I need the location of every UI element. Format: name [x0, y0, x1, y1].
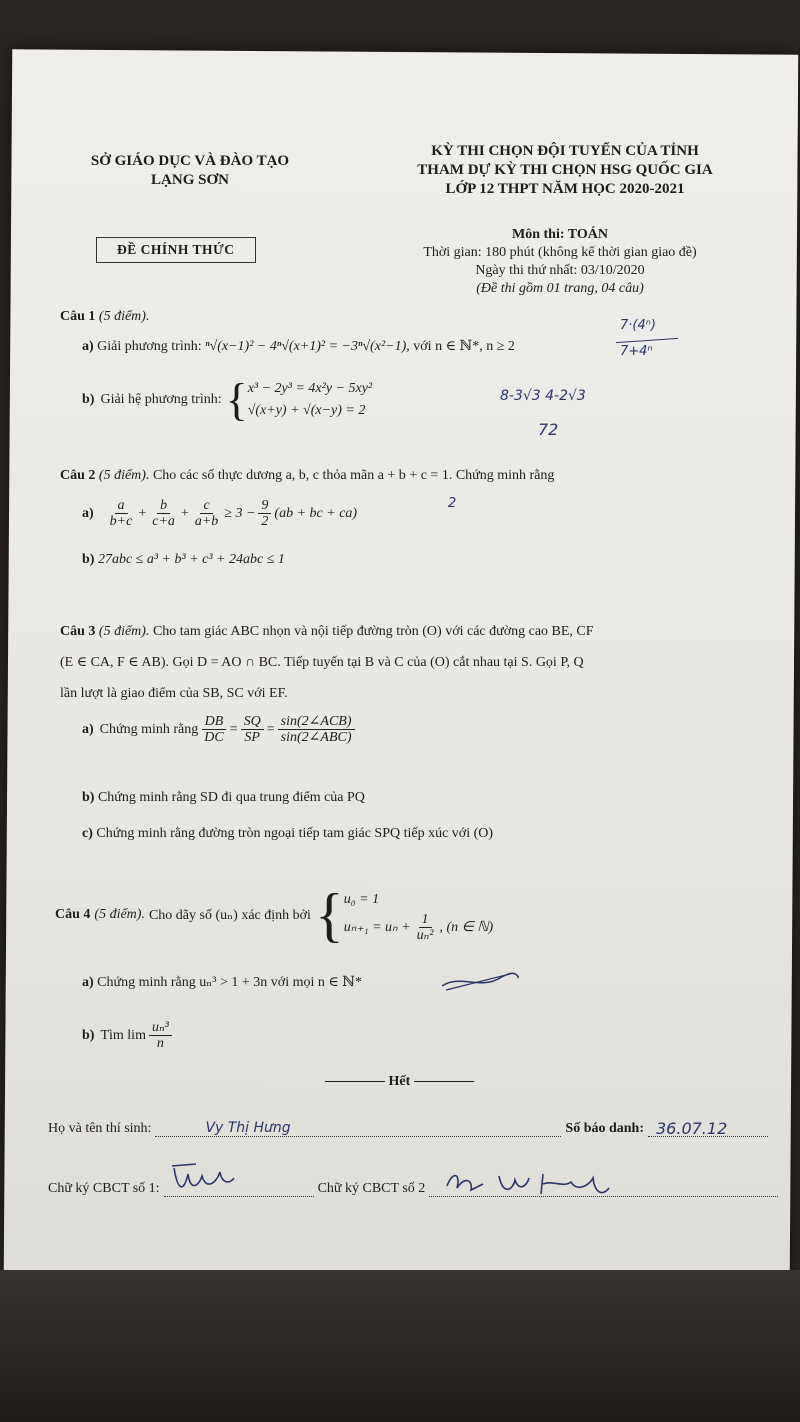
q3a-f1-den: DC: [204, 730, 224, 745]
q3a: a) Chứng minh rằng $\frac{DB}{DC}$ = $\frac{SQ}{SP}$ = $\frac{\text{sin(2∠ACB)}}{\text{sin(2∠ABC)}}$: [82, 714, 358, 745]
subject: Môn thi: TOÁN: [512, 227, 608, 242]
q3-line-1: [60, 616, 765, 647]
invigilator-signatures: [48, 1180, 778, 1197]
q4-eq2-lhs: uₙ₊₁ = uₙ +: [343, 919, 411, 935]
q4-eq2-fraction: [414, 912, 437, 943]
q4b-label: b): [82, 1027, 95, 1043]
q2-points: (5 điểm).: [98, 468, 150, 483]
q3c: [82, 826, 493, 842]
candidate-number-label: Số báo danh:: [565, 1121, 644, 1136]
q2a-f3-num: c: [200, 498, 212, 514]
scribble-mark: [440, 972, 520, 992]
q4-brace: {: [314, 882, 344, 948]
q3b-label: b): [82, 790, 95, 805]
q2a-fraction-3: [192, 498, 221, 529]
q3-statement-3: lần lượt là giao điểm của SB, SC với EF.: [60, 686, 288, 701]
q2a-fraction-4: [258, 498, 271, 529]
q2a-f1-num: a: [115, 498, 128, 514]
q2b: [82, 552, 285, 568]
q3b-text: Chứng minh rằng SD đi qua trung điểm của PQ: [97, 790, 365, 805]
q2-intro: [60, 468, 760, 484]
invigilator1-label: Chữ ký CBCT số 1:: [48, 1181, 160, 1196]
q2a-f4-num: 9: [258, 498, 271, 514]
end-dash-right: [414, 1081, 474, 1082]
official-stamp: ĐỀ CHÍNH THỨC: [96, 237, 256, 263]
invigilator1-signature: [168, 1162, 238, 1198]
candidate-number-value: 36.07.12: [656, 1119, 728, 1138]
q2a-label: a): [82, 505, 94, 521]
exam-title-line2: THAM DỰ KỲ THI CHỌN HSG QUỐC GIA: [417, 162, 713, 178]
q4b-num: uₙ³: [149, 1020, 172, 1036]
q2-label: Câu 2: [60, 468, 96, 483]
q1-label: Câu 1: [60, 309, 96, 324]
q4-intro: [55, 882, 494, 948]
department-header: [70, 152, 310, 190]
q3-statement-1: Cho tam giác ABC nhọn và nội tiếp đường tròn (O) với các đường cao BE, CF: [152, 624, 594, 639]
exam-date: Ngày thi thứ nhất: 03/10/2020: [475, 263, 645, 278]
q3b: [82, 790, 365, 806]
handwritten-scribble: [440, 972, 520, 992]
q2a-fraction-2: [149, 498, 178, 529]
q3a-label: a): [82, 721, 94, 737]
q2a-fraction-1: [107, 498, 136, 529]
q1-points: (5 điểm).: [98, 309, 150, 324]
q3-label: Câu 3: [60, 624, 96, 639]
q3a-f3-den: sin(2∠ABC): [280, 730, 352, 745]
table-background: [0, 1270, 800, 1422]
exam-meta: [360, 226, 760, 298]
q3-statement-2: (E ∈ CA, F ∈ AB). Gọi D = AO ∩ BC. Tiếp tuyến tại B và C của (O) cắt nhau tại S. Gọi P, Q: [60, 655, 584, 670]
q4-equation-1: u₀ = 1: [343, 891, 380, 907]
q2-statement: Cho các số thực dương a, b, c thỏa mãn a + b + c = 1. Chứng minh rằng: [152, 468, 555, 483]
q4-eq2-condition: , (n ∈ ℕ): [439, 919, 494, 935]
department-name: SỞ GIÁO DỤC VÀ ĐÀO TẠO: [90, 153, 290, 169]
q4b-den: n: [156, 1036, 164, 1051]
q1b-equation-1: x³ − 2y³ = 4x²y − 5xy²: [247, 381, 373, 396]
q1b-text: Giải hệ phương trình:: [100, 392, 222, 407]
q2a-rhs-tail: (ab + bc + ca): [274, 505, 358, 521]
q4-eq2-num: 1: [419, 912, 432, 928]
q2a-f2-num: b: [157, 498, 170, 514]
exam-title-line1: KỲ THI CHỌN ĐỘI TUYỂN CỦA TỈNH: [431, 143, 699, 159]
handwritten-note-bottom: 7+4ⁿ: [620, 344, 653, 359]
q3a-fraction-2: [241, 714, 264, 745]
q3a-f3-num: sin(2∠ACB): [278, 714, 355, 730]
candidate-name-label: Họ và tên thí sinh:: [48, 1121, 152, 1136]
handwritten-note-q2: 2: [448, 496, 457, 511]
q4-system: [344, 888, 493, 943]
q1b-equation-2: √(x+y) + √(x−y) = 2: [247, 403, 366, 418]
q2b-inequality: 27abc ≤ a³ + b³ + c³ + 24abc ≤ 1: [97, 552, 285, 567]
handwritten-note-q1b-bottom: 72: [538, 420, 559, 439]
q1a: [82, 338, 515, 355]
q2a-rhs: ≥ 3 −: [224, 505, 256, 521]
q2a-f1-den: b+c: [109, 514, 133, 529]
q3a-f1-num: DB: [202, 714, 227, 730]
q3a-fraction-1: [201, 714, 226, 745]
q1a-condition: , với n ∈ ℕ*, n ≥ 2: [406, 339, 515, 354]
q1b-system: [248, 378, 372, 422]
q1b-label: b): [82, 392, 95, 407]
q4-label: Câu 4: [55, 907, 91, 922]
invigilator2-signature: [443, 1166, 613, 1200]
q3c-text: Chứng minh rằng đường tròn ngoại tiếp tam giác SPQ tiếp xúc với (O): [96, 826, 494, 841]
q3c-label: c): [82, 826, 93, 841]
q1a-label: a): [82, 339, 94, 354]
q3-intro: [60, 616, 765, 709]
q4-statement: Cho dãy số (uₙ) xác định bởi: [148, 907, 311, 923]
end-text: Hết: [388, 1074, 411, 1089]
candidate-number-field: [648, 1120, 768, 1137]
candidate-name-value: Vy Thị Hưng: [205, 1120, 291, 1136]
q2a-f4-den: 2: [261, 514, 269, 529]
handwritten-note-q1b-top: 8-3√3 4-2√3: [500, 388, 586, 404]
page-count: (Đề thi gồm 01 trang, 04 câu): [476, 281, 644, 296]
q3a-text: Chứng minh rằng: [99, 721, 199, 737]
q3a-f2-den: SP: [244, 730, 260, 745]
q4a-label: a): [82, 975, 94, 990]
q1a-text: Giải phương trình:: [97, 339, 202, 354]
invigilator2-signature-field: [429, 1180, 778, 1197]
q4a-text: Chứng minh rằng uₙ³ > 1 + 3n với mọi n ∈ ℕ*: [97, 975, 363, 990]
q1-title: [60, 309, 149, 325]
q3-points: (5 điểm).: [98, 624, 150, 639]
q2b-label: b): [82, 552, 95, 567]
q3a-fraction-3: [278, 714, 355, 745]
q1a-equation: ⁿ√(x−1)² − 4ⁿ√(x+1)² = −3ⁿ√(x²−1): [205, 339, 407, 354]
q2a: a) $\frac{a}{b+c}$ + $\frac{b}{c+a}$ + $\frac{c}{a+b}$ ≥ 3 − $\frac{9}{2}$ (ab + bc + ca): [82, 498, 358, 529]
q4a: [82, 974, 362, 991]
handwritten-note-top: 7·(4ⁿ): [620, 318, 657, 333]
end-dash-left: [325, 1081, 385, 1082]
q3a-f2-num: SQ: [241, 714, 264, 730]
exam-title-line3: LỚP 12 THPT NĂM HỌC 2020-2021: [445, 181, 685, 197]
q4-eq2-den: uₙ²: [416, 927, 434, 943]
q2a-f3-den: a+b: [194, 514, 219, 529]
q4b-fraction: [149, 1020, 172, 1051]
q4b: [82, 1020, 175, 1051]
system-brace: {: [225, 374, 248, 425]
q2a-f2-den: c+a: [152, 514, 175, 529]
q1b: [82, 374, 373, 425]
end-marker: [325, 1074, 474, 1090]
candidate-name-field: [155, 1120, 561, 1137]
q4b-text: Tìm lim: [100, 1027, 146, 1043]
exam-duration: Thời gian: 180 phút (không kể thời gian giao đề): [423, 245, 697, 260]
province-name: LẠNG SƠN: [151, 172, 229, 188]
exam-header: [380, 142, 750, 199]
candidate-info: [48, 1120, 768, 1137]
invigilator2-label: Chữ ký CBCT số 2: [317, 1181, 426, 1196]
q4-equation-2: [344, 912, 493, 943]
q4-points: (5 điểm).: [94, 907, 145, 922]
invigilator1-signature-field: [164, 1180, 314, 1197]
